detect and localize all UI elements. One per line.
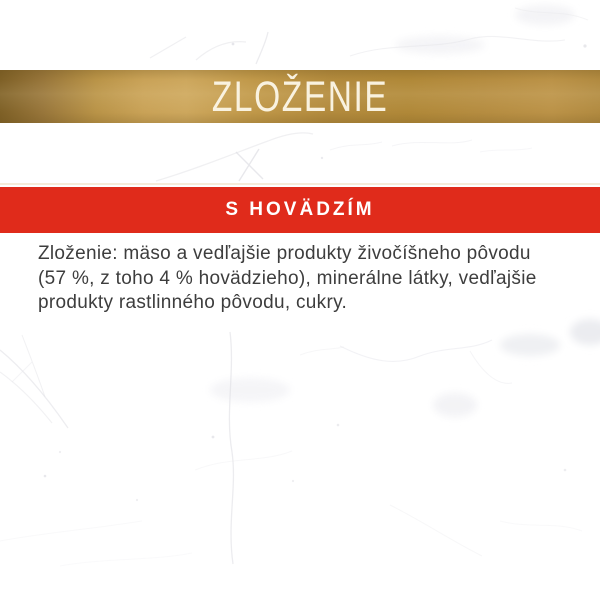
variant-banner: [0, 187, 600, 233]
ingredients-line: produkty rastlinného pôvodu, cukry.: [38, 292, 348, 313]
divider-line: [0, 183, 600, 185]
ingredients-line: Zloženie: mäso a vedľajšie produkty živočíšneho pôvodu: [38, 243, 531, 264]
ingredients-line: (57 %, z toho 4 % hovädzieho), minerálne látky, vedľajšie: [38, 267, 537, 289]
section-header-banner: [0, 70, 600, 123]
variant-title: S HOVÄDZÍM: [225, 199, 375, 220]
section-title: ZLOŽENIE: [211, 73, 389, 121]
ingredients-text: [38, 242, 578, 316]
